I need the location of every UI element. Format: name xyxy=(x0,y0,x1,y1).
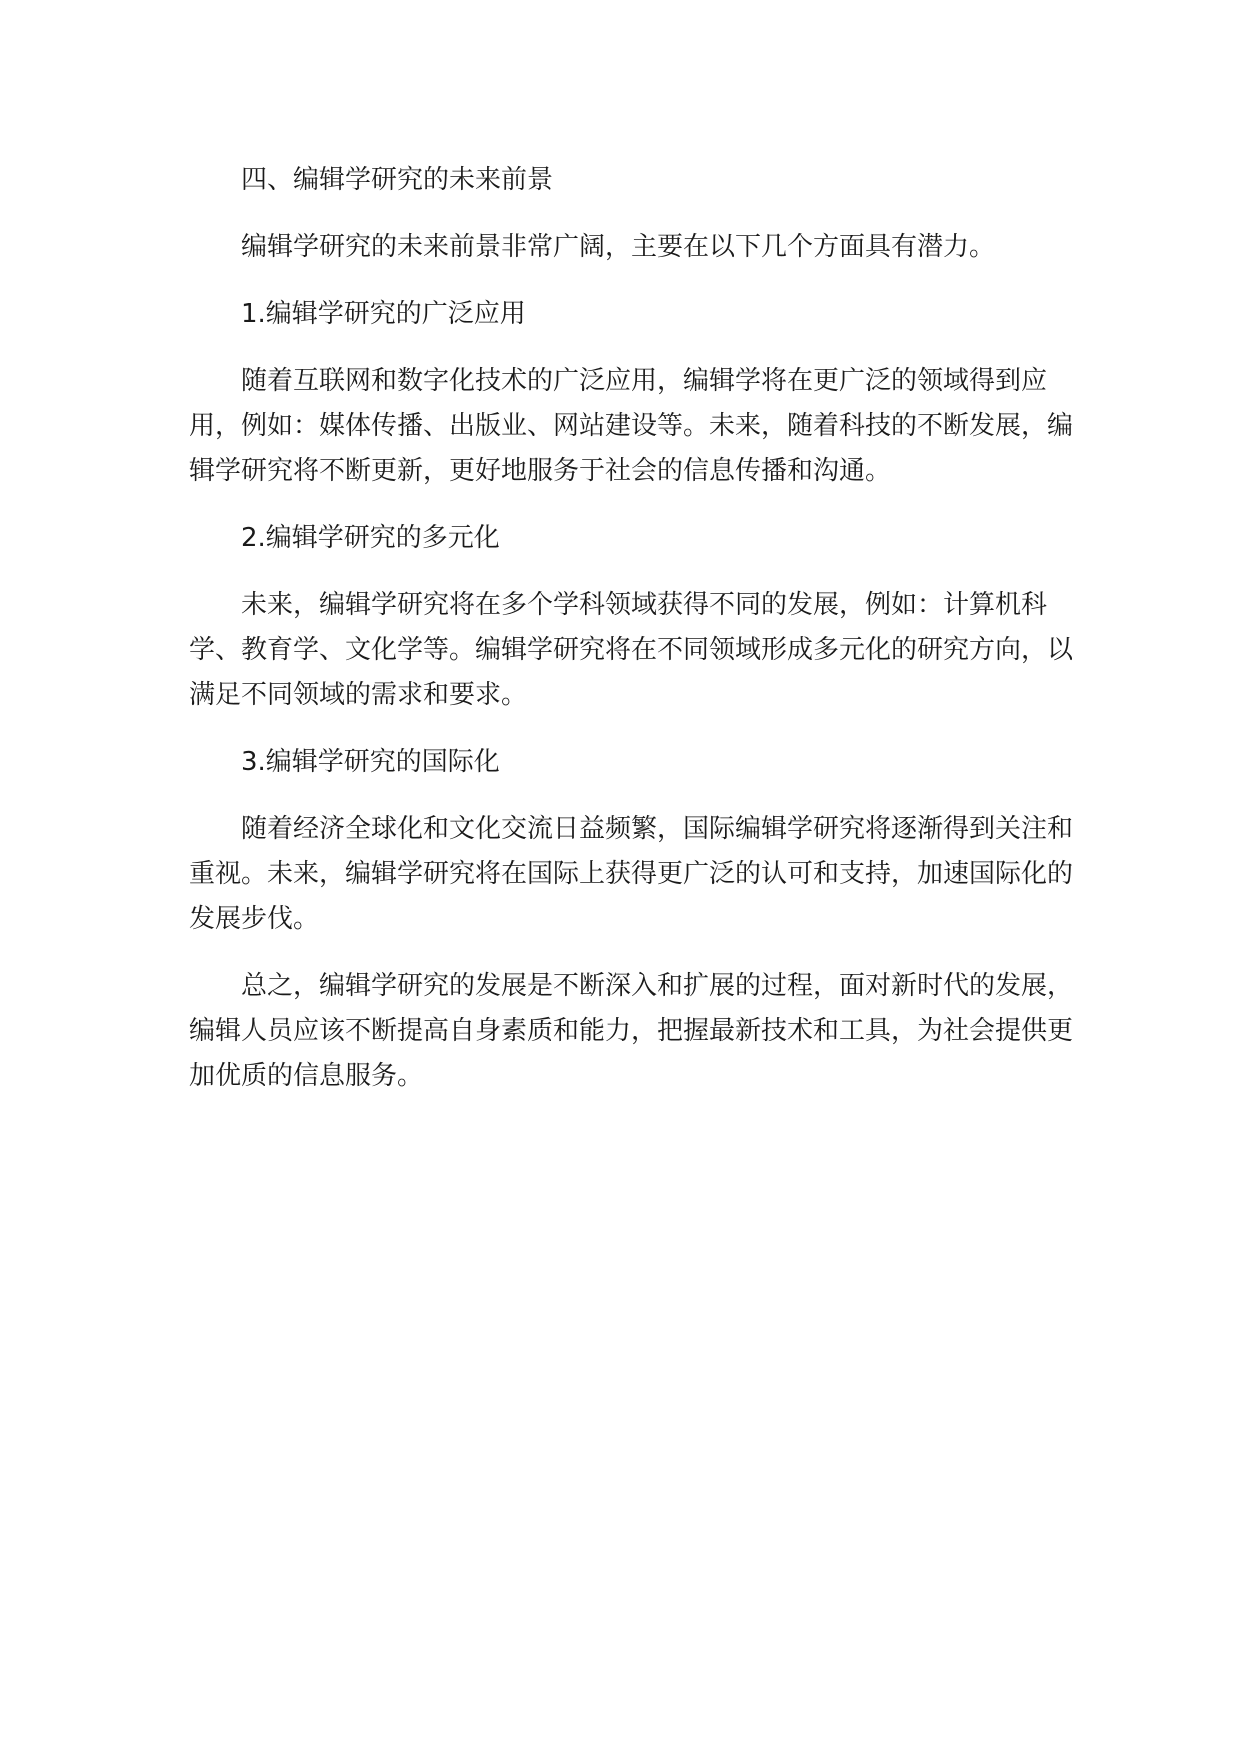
section-heading: 四、编辑学研究的未来前景 xyxy=(241,165,554,195)
document-body xyxy=(189,158,1089,1121)
subsection-title: 2.编辑学研究的多元化 xyxy=(241,523,500,553)
subsection-paragraph: 随着互联网和数字化技术的广泛应用，编辑学将在更广泛的领域得到应用，例如：媒体传播、出版业、网站建设等。未来，随着科技的不断发展，编辑学研究将不断更新，更好地服务于社会的信息传播和沟通。 xyxy=(189,366,1074,486)
subsection-paragraph: 未来，编辑学研究将在多个学科领域获得不同的发展，例如：计算机科学、教育学、文化学等。编辑学研究将在不同领域形成多元化的研究方向，以满足不同领域的需求和要求。 xyxy=(189,590,1074,710)
subsection-title: 3.编辑学研究的国际化 xyxy=(241,747,500,777)
conclusion-paragraph: 总之，编辑学研究的发展是不断深入和扩展的过程，面对新时代的发展，编辑人员应该不断提高自身素质和能力，把握最新技术和工具，为社会提供更加优质的信息服务。 xyxy=(189,971,1074,1091)
intro-paragraph: 编辑学研究的未来前景非常广阔，主要在以下几个方面具有潜力。 xyxy=(241,232,996,262)
subsection-title: 1.编辑学研究的广泛应用 xyxy=(241,299,526,329)
subsection-paragraph: 随着经济全球化和文化交流日益频繁，国际编辑学研究将逐渐得到关注和重视。未来，编辑学研究将在国际上获得更广泛的认可和支持，加速国际化的发展步伐。 xyxy=(189,814,1074,934)
